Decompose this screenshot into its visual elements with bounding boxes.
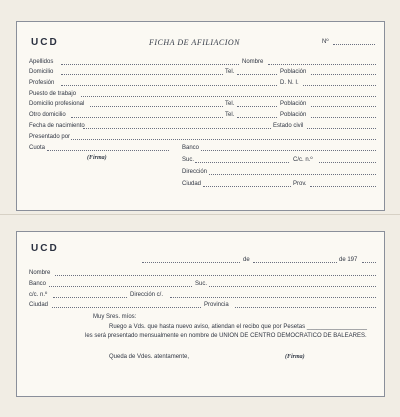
tel-profesional-label: Tel. bbox=[225, 101, 235, 107]
puesto-label: Puesto de trabajo bbox=[29, 91, 77, 97]
number-label: Nº bbox=[322, 39, 329, 45]
date-de-label: de bbox=[243, 257, 250, 263]
domicilio-field[interactable] bbox=[61, 74, 223, 75]
month-field[interactable] bbox=[253, 262, 337, 263]
direccion2-field[interactable] bbox=[170, 297, 376, 298]
apellidos-field[interactable] bbox=[61, 64, 239, 65]
direccion2-label: Dirección c/. bbox=[130, 292, 164, 298]
ciudad-label: Ciudad bbox=[182, 181, 202, 187]
tel-otro-field[interactable] bbox=[237, 117, 277, 118]
suc-field[interactable] bbox=[195, 162, 289, 163]
domicilio-profesional-field[interactable] bbox=[90, 106, 223, 107]
puesto-field[interactable] bbox=[81, 96, 376, 97]
ciudad-field[interactable] bbox=[203, 186, 291, 187]
estado-civil-field[interactable] bbox=[307, 128, 376, 129]
ucd-logo-2: UCD bbox=[31, 243, 59, 254]
tel-profesional-field[interactable] bbox=[237, 106, 277, 107]
otro-domicilio-label: Otro domicilio bbox=[29, 112, 66, 118]
firma-label: (Firma) bbox=[87, 155, 107, 161]
provincia2-label: Provincia bbox=[204, 302, 229, 308]
banco-field[interactable] bbox=[201, 150, 376, 151]
poblacion-profesional-field[interactable] bbox=[311, 106, 376, 107]
fecha-nacimiento-field[interactable] bbox=[83, 128, 271, 129]
ciudad2-field[interactable] bbox=[52, 307, 201, 308]
place-field[interactable] bbox=[142, 262, 240, 263]
tel-field[interactable] bbox=[237, 74, 277, 75]
salutation: Muy Sres. míos: bbox=[93, 314, 137, 320]
suc-label: Suc. bbox=[182, 157, 195, 163]
dni-label: D. N. I. bbox=[280, 80, 299, 86]
poblacion-label: Población bbox=[280, 69, 307, 75]
presentado-label: Presentado por bbox=[29, 134, 71, 140]
cc2-label: c/c. n.º bbox=[29, 292, 48, 298]
cc-field[interactable] bbox=[319, 162, 376, 163]
poblacion-otro-label: Población bbox=[280, 112, 307, 118]
ucd-logo: UCD bbox=[31, 37, 59, 48]
fecha-nacimiento-label: Fecha de nacimiento bbox=[29, 123, 85, 129]
presentado-field[interactable] bbox=[71, 139, 376, 140]
direccion-field[interactable] bbox=[209, 174, 376, 175]
dni-field[interactable] bbox=[303, 85, 376, 86]
profesion-field[interactable] bbox=[61, 85, 277, 86]
year-field[interactable] bbox=[362, 262, 376, 263]
estado-civil-label: Estado civil bbox=[273, 123, 304, 129]
cuota-label: Cuota bbox=[29, 145, 46, 151]
tel-otro-label: Tel. bbox=[225, 112, 235, 118]
provincia2-field[interactable] bbox=[235, 307, 376, 308]
nombre-field[interactable] bbox=[268, 64, 376, 65]
nombre2-field[interactable] bbox=[55, 275, 376, 276]
letter-body: Ruego a Vds. que hasta nuevo aviso, atiendan el recibo que por Pesetas __________________ les será presentado mensualmente en nombre de UNION DE CENTRO DEMOCRATICO DE BALEARES. bbox=[85, 324, 367, 339]
nombre2-label: Nombre bbox=[29, 270, 51, 276]
cuota-field[interactable] bbox=[47, 150, 169, 151]
domicilio-label: Domicilio bbox=[29, 69, 54, 75]
date-year-label: de 197 bbox=[339, 257, 358, 263]
poblacion-otro-field[interactable] bbox=[311, 117, 376, 118]
banco-label: Banco bbox=[182, 145, 200, 151]
nombre-label: Nombre bbox=[242, 59, 264, 65]
suc2-field[interactable] bbox=[209, 286, 376, 287]
tel-label: Tel. bbox=[225, 69, 235, 75]
bank-order-card bbox=[16, 231, 385, 397]
poblacion-field[interactable] bbox=[311, 74, 376, 75]
domicilio-profesional-label: Domicilio profesional bbox=[29, 101, 85, 107]
otro-domicilio-field[interactable] bbox=[71, 117, 223, 118]
closing: Queda de Vdes. atentamente, bbox=[109, 354, 190, 360]
cc2-field[interactable] bbox=[53, 297, 127, 298]
profesion-label: Profesión bbox=[29, 80, 55, 86]
prov-field[interactable] bbox=[310, 186, 376, 187]
membership-form-card bbox=[16, 21, 385, 211]
fold-line bbox=[0, 214, 400, 215]
prov-label: Prov. bbox=[293, 181, 307, 187]
cc-label: C/c. n.º bbox=[293, 157, 313, 163]
apellidos-label: Apellidos bbox=[29, 59, 54, 65]
form-title: FICHA DE AFILIACION bbox=[149, 38, 240, 47]
direccion-label: Dirección bbox=[182, 169, 208, 175]
firma2-label: (Firma) bbox=[285, 354, 305, 360]
ciudad2-label: Ciudad bbox=[29, 302, 49, 308]
banco2-field[interactable] bbox=[49, 286, 192, 287]
number-field[interactable] bbox=[333, 44, 375, 45]
banco2-label: Banco bbox=[29, 281, 47, 287]
suc2-label: Suc. bbox=[195, 281, 208, 287]
poblacion-profesional-label: Población bbox=[280, 101, 307, 107]
